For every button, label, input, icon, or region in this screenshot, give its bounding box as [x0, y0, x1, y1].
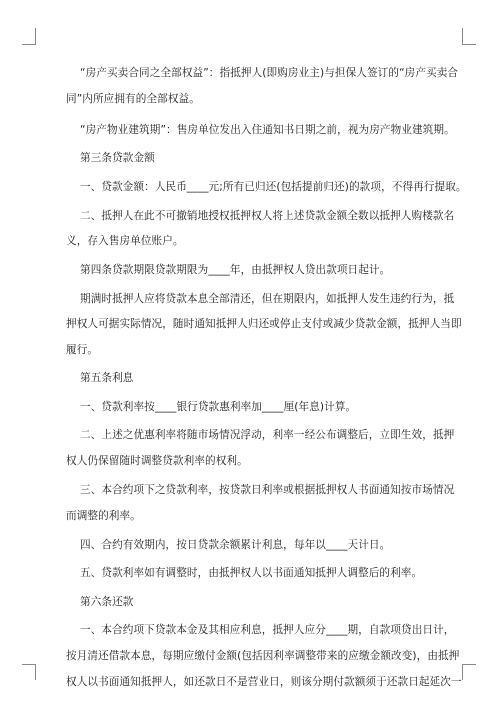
text-line: 一、贷款金额：人民币____元;所有已归还(包括提前归还)的款项，不得再行提取。 [80, 181, 467, 193]
text-line: 履行。 [66, 344, 99, 356]
text-line: 五、贷款利率如有调整时，由抵押权人以书面通知抵押人调整后的利率。 [80, 567, 423, 579]
crop-mark-bottom-left [35, 664, 36, 680]
text-line: 期满时抵押人应将贷款本息全部清还，但在期限内，如抵押人发生违约行为，抵 [80, 293, 455, 305]
crop-mark-bottom-right [462, 664, 463, 680]
crop-mark-top-left-h [22, 44, 36, 45]
text-line: 一、贷款利率按____银行贷款惠利率加____厘(年息)计算。 [80, 401, 357, 413]
text-line: 三、本合约项下之贷款利率，按贷款日利率或根据抵押权人书面通知按市场情况 [80, 484, 455, 496]
text-line: 义，存入售房单位账户。 [66, 235, 184, 247]
crop-mark-top-right [462, 28, 463, 44]
text-line: 按月清还借款本息，每期应缴付金额(包括因利率调整带来的应缴金额改变)，由抵押 [66, 650, 460, 662]
text-line: 二、抵押人在此不可撤销地授权抵押权人将上述贷款金额全数以抵押人购楼款名 [80, 210, 455, 222]
text-line: 第四条贷款期限贷款期限为____年，由抵押权人贷出款项日起计。 [80, 264, 391, 276]
crop-mark-top-right-h [462, 44, 476, 45]
crop-mark-bottom-left-h [22, 664, 36, 665]
text-line: 权人以书面通知抵押人，如还款日不是营业日，则该分期付款额须于还款日起延次一 [66, 676, 462, 688]
text-line: 二、上述之优惠利率将随市场情况浮动，利率一经公布调整后，立即生效，抵押 [80, 429, 455, 441]
text-line: “房产买卖合同之全部权益”：指抵押人(即购房业主)与担保人签订的“房产买卖合 [80, 67, 459, 79]
text-line: 押权人可据实际情况，随时通知抵押人归还或停止支付或减少贷款金额，抵押人当即 [66, 318, 462, 330]
text-line: 同”内所应拥有的全部权益。 [66, 93, 200, 105]
text-line: 而调整的利率。 [66, 510, 141, 522]
text-line: 第六条还款 [80, 596, 134, 608]
text-line: 第三条贷款金额 [80, 152, 155, 164]
text-line: 一、本合约项下贷款本金及其相应利息，抵押人应分____期，自款项贷出日计， [80, 624, 455, 636]
text-line: 第五条利息 [80, 372, 134, 384]
crop-mark-bottom-right-h [462, 664, 476, 665]
text-line: 权人仍保留随时调整贷款利率的权利。 [66, 455, 248, 467]
crop-mark-top-left [35, 28, 36, 44]
text-line: “房产物业建筑期”：售房单位发出入住通知书日期之前，视为房产物业建筑期。 [80, 124, 455, 136]
text-line: 四、合约有效期内，按日贷款余额累计利息，每年以____天计日。 [80, 539, 391, 551]
